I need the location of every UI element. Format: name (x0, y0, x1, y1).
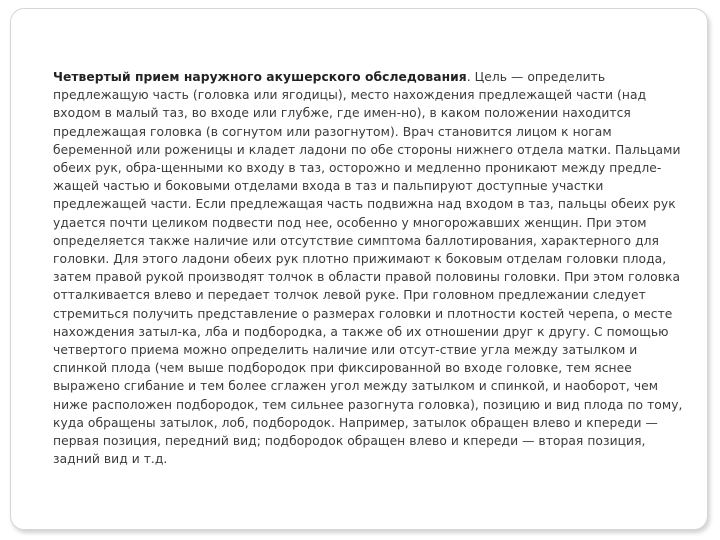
paragraph-heading: Четвертый прием наружного акушерского обследования (53, 70, 467, 84)
paragraph-body: . Цель — определить предлежащую часть (головка или ягодицы), место нахождения предлежащей части (над входом в малый таз, во входе или глубже, где имен-но), в каком положении находится предлежащая головка (в согнутом или разогнутом). Врач становится лицом к ногам беременной или роженицы и кладет ладони по обе стороны нижнего отдела матки. Пальцами обеих рук, обра-щенными ко входу в таз, осторожно и медленно проникают между предле-жащей частью и боковыми отделами входа в таз и пальпируют доступные участки предлежащей части. Если предлежащая часть подвижна над входом в таз, пальцы обеих рук удается почти целиком подвести под нее, особенно у многорожавших женщин. При этом определяется также наличие или отсутствие симптома баллотирования, характерного для головки. Для этого ладони обеих рук плотно прижимают к боковым отделам головки плода, затем правой рукой производят толчок в области правой половины головки. При этом головка отталкивается влево и передает толчок левой руке. При головном предлежании следует стремиться получить представление о размерах головки и плотности костей черепа, о месте нахождения затыл-ка, лба и подбородка, а также об их отношении друг к другу. С помощью четвертого приема можно определить наличие или отсут-ствие угла между затылком и спинкой плода (чем выше подбородок при фиксированной во входе головке, тем яснее выражено сгибание и тем более сглажен угол между затылком и спинкой, и наоборот, чем ниже расположен подбородок, тем сильнее разогнута головка), позицию и вид плода по тому, куда обращены затылок, лоб, подбородок. Например, затылок обращен влево и кпереди — первая позиция, передний вид; подбородок обращен влево и кпереди — вторая позиция, задний вид и т.д. (53, 70, 683, 467)
document-paragraph (53, 68, 691, 468)
slide-frame (10, 8, 708, 530)
